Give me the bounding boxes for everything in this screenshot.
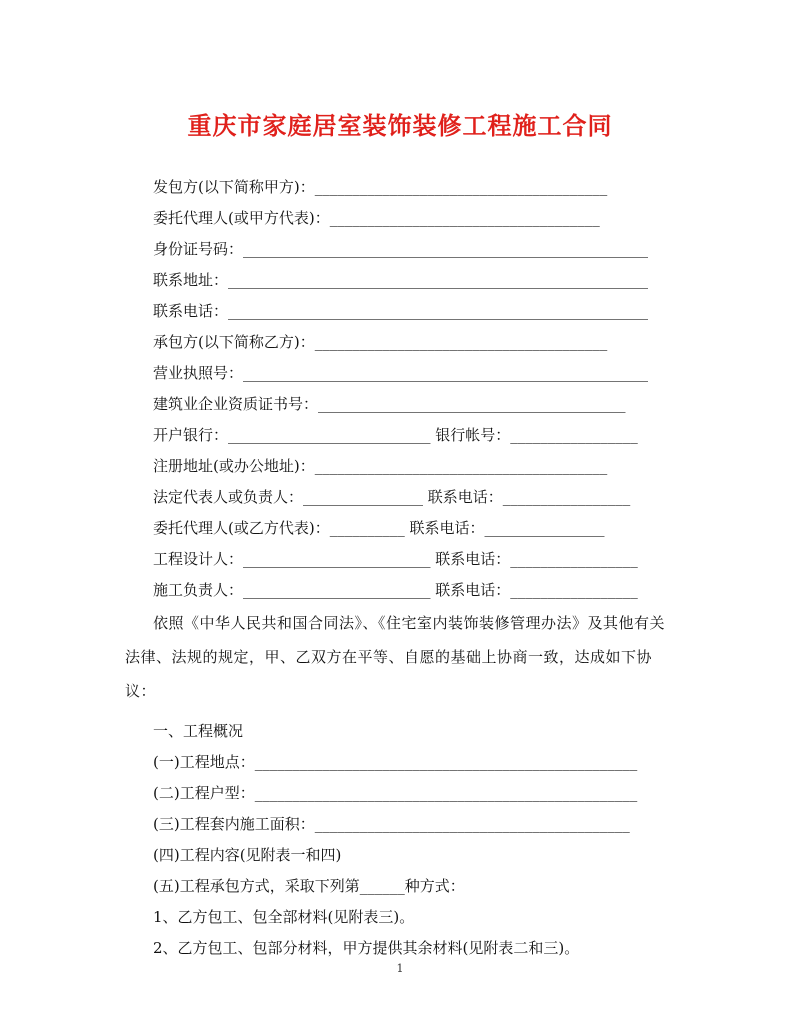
contact-phone-field: 联系电话：________________________________________________________ xyxy=(153,302,649,320)
intro-paragraph: 依照《中华人民共和国合同法》、《住宅室内装饰装修管理办法》及其他有关法律、法规的规定，甲、乙双方在平等、自愿的基础上协商一致，达成如下协议： xyxy=(125,614,666,700)
id-number-field: 身份证号码：______________________________________________________ xyxy=(153,240,649,258)
section-spacer xyxy=(125,708,670,716)
party-b-field: 承包方(以下简称乙方)：_______________________________________ xyxy=(153,333,608,351)
business-license-field: 营业执照号：______________________________________________________ xyxy=(153,364,649,382)
party-a-agent-field: 委托代理人(或甲方代表)：____________________________________ xyxy=(153,209,600,227)
registered-address-field: 注册地址(或办公地址)：_______________________________________ xyxy=(153,457,608,475)
qualification-certificate-field: 建筑业企业资质证书号：_________________________________________ xyxy=(153,395,626,413)
project-layout-field: (二)工程户型：___________________________________________________ xyxy=(153,784,638,802)
project-area-field: (三)工程套内施工面积：__________________________________________ xyxy=(153,815,630,833)
legal-representative-field: 法定代表人或负责人：________________ 联系电话：_________________ xyxy=(153,488,631,506)
contact-address-field: 联系地址：________________________________________________________ xyxy=(153,271,649,289)
project-content-item: (四)工程内容(见附表一和四) xyxy=(153,846,342,864)
page-number: 1 xyxy=(396,962,404,975)
method-option-2: 2、乙方包工、包部分材料，甲方提供其余材料(见附表二和三)。 xyxy=(153,939,580,957)
contract-body xyxy=(125,172,670,964)
party-a-field: 发包方(以下简称甲方)：_______________________________________ xyxy=(153,178,608,196)
project-location-field: (一)工程地点：___________________________________________________ xyxy=(153,753,638,771)
construction-manager-field: 施工负责人：_________________________ 联系电话：_________________ xyxy=(153,581,638,599)
method-option-1: 1、乙方包工、包全部材料(见附表三)。 xyxy=(153,908,415,926)
section-heading: 一、工程概况 xyxy=(153,722,244,740)
party-b-agent-field: 委托代理人(或乙方代表)：__________ 联系电话：________________ xyxy=(153,519,605,537)
bank-account-field: 开户银行：___________________________ 银行帐号：_________________ xyxy=(153,426,638,444)
designer-field: 工程设计人：_________________________ 联系电话：_________________ xyxy=(153,550,638,568)
contracting-method-item: (五)工程承包方式，采取下列第______种方式： xyxy=(153,877,465,895)
contract-title: 重庆市家庭居室装饰装修工程施工合同 xyxy=(187,111,613,140)
